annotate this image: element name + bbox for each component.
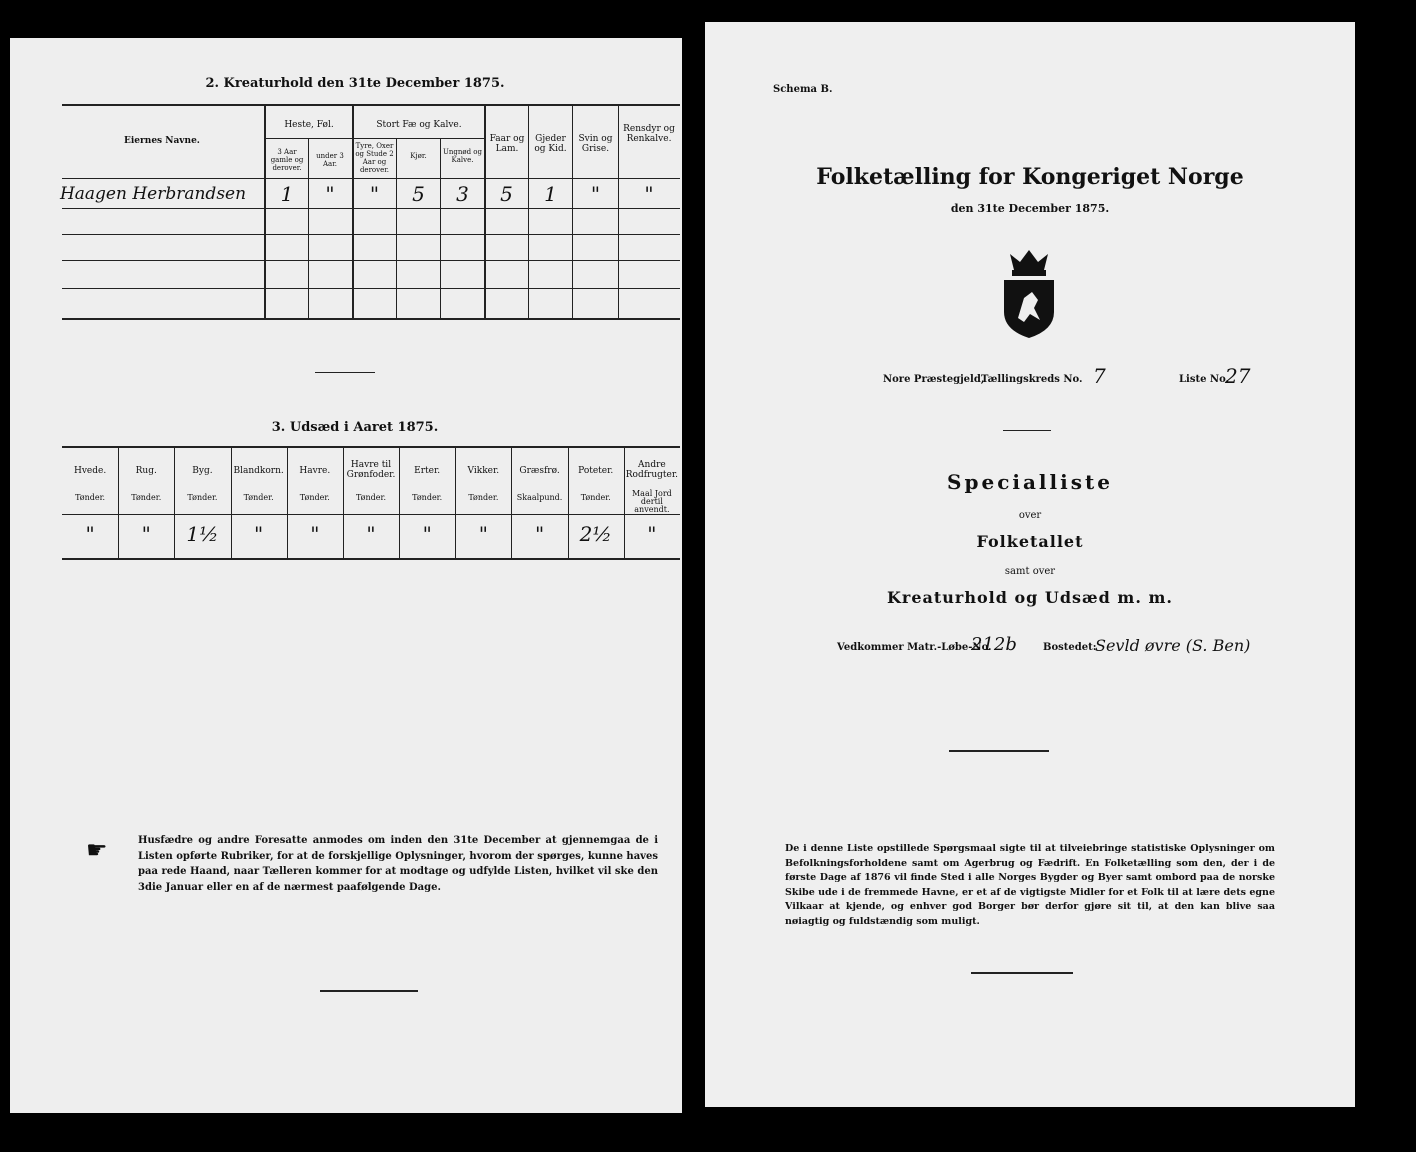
section3-title: 3. Udsæd i Aaret 1875. xyxy=(271,420,439,435)
crop-unit: Tønder. xyxy=(75,493,106,502)
crop-name: Byg. xyxy=(192,466,213,476)
crop-unit: Tønder. xyxy=(355,493,386,502)
heste-sub2: under 3 Aar. xyxy=(316,152,344,168)
crop-value: " xyxy=(254,522,264,546)
table-col-line xyxy=(440,138,441,318)
matr-label: Vedkommer Matr.-Løbe-No. xyxy=(837,642,992,653)
crop-name: Græsfrø. xyxy=(519,466,560,476)
crop-table-header-line xyxy=(62,514,680,515)
rensdyr-header: Rensdyr og Renkalve. xyxy=(623,124,675,144)
svin-value: " xyxy=(590,182,601,206)
crop-unit: Maal Jord dertil anvendt. xyxy=(631,489,672,514)
crop-name: Erter. xyxy=(414,466,441,476)
crop-value: " xyxy=(422,522,432,546)
crop-unit: Tønder. xyxy=(187,493,218,502)
stortfae-header: Stort Fæ og Kalve. xyxy=(376,120,462,130)
crop-value: " xyxy=(647,522,657,546)
gjeder-value: 1 xyxy=(544,182,557,206)
crop-table-top xyxy=(62,446,680,448)
liste-label: Liste No. xyxy=(1179,374,1230,385)
crop-name: Vikker. xyxy=(467,466,500,476)
table-subheader-line xyxy=(352,138,484,139)
owner-header: Eiernes Navne. xyxy=(124,136,200,146)
stortfae-sub2: Kjør. xyxy=(410,152,427,160)
crop-value: " xyxy=(310,522,320,546)
over-text: over xyxy=(1018,510,1042,521)
heste-header: Heste, Føl. xyxy=(284,120,334,130)
schema-label: Schema B. xyxy=(773,84,833,95)
main-title: Folketælling for Kongeriget Norge xyxy=(816,164,1244,190)
crop-name: Rug. xyxy=(135,466,157,476)
heste1-value: 1 xyxy=(280,182,294,206)
crop-table-bottom xyxy=(62,558,680,560)
crop-value: " xyxy=(478,522,488,546)
crop-name: Havre til Grønfoder. xyxy=(346,460,396,480)
rensdyr-value: " xyxy=(644,182,654,206)
crop-unit: Tønder. xyxy=(243,493,274,502)
ungnod-value: 3 xyxy=(456,182,469,206)
table-col-line xyxy=(264,104,266,318)
crop-unit: Tønder. xyxy=(468,493,499,502)
census-date: den 31te December 1875. xyxy=(950,202,1110,215)
crop-name: Blandkorn. xyxy=(233,466,284,476)
kreaturhold-title: Kreaturhold og Udsæd m. m. xyxy=(887,588,1173,607)
crop-value: " xyxy=(366,522,376,546)
faar-header: Faar og Lam. xyxy=(489,134,525,154)
crop-unit: Tønder. xyxy=(412,493,443,502)
crop-value: 1½ xyxy=(186,522,219,546)
section2-title: 2. Kreaturhold den 31te December 1875. xyxy=(205,76,505,91)
pointing-hand-icon: ☛ xyxy=(86,836,108,864)
kreds-value: 7 xyxy=(1093,364,1106,388)
table-row-line xyxy=(62,288,680,289)
bostedet-value: Sevld øvre (S. Ben) xyxy=(1095,636,1251,655)
crop-unit: Skaalpund. xyxy=(516,493,563,502)
bottom-separator xyxy=(320,990,418,992)
coat-of-arms-icon xyxy=(1000,248,1058,340)
left-page xyxy=(10,38,682,1113)
crop-value: " xyxy=(85,522,95,546)
separator xyxy=(1003,430,1051,431)
faar-value: 5 xyxy=(500,182,513,206)
matr-value: 212b xyxy=(971,634,1017,655)
crop-value: " xyxy=(141,522,151,546)
liste-value: 27 xyxy=(1225,364,1251,388)
svin-header: Svin og Grise. xyxy=(578,134,613,154)
crop-value: 2½ xyxy=(579,522,612,546)
kreds-label: Tællingskreds No. xyxy=(981,374,1083,385)
separator xyxy=(315,372,375,373)
crop-name: Poteter. xyxy=(578,466,614,476)
heste2-value: " xyxy=(325,182,335,206)
table-row-line xyxy=(62,234,680,235)
crop-name: Andre Rodfrugter. xyxy=(625,460,679,480)
stortfae-sub3: Ungnød og Kalve. xyxy=(442,148,482,164)
table-row-line xyxy=(62,260,680,261)
table-top-line xyxy=(62,104,680,106)
crop-name: Hvede. xyxy=(73,466,107,476)
table-row-line xyxy=(62,208,680,209)
owner-value: Haagen Herbrandsen xyxy=(59,184,247,204)
right-notice: De i denne Liste opstillede Spørgsmaal sigte til at tilveiebringe statistiske Oplysninger om Befolkningsforholdene samt om Agerbrug og Fædrift. En Folketælling som den, der i de første Dage af 1876 vil finde Sted i alle Norges Bygder og Byer samt ombord paa de norske Skibe ude i de fremmede Havne, er et af de vigtigste Midler for et Folk til at lære dets egne Vilkaar at kjende, og enhver god Borger bør derfor gjøre sit til, at den kan blive saa nøiagtig og fuldstændig som muligt. xyxy=(785,843,1275,927)
left-notice: Husfædre og andre Foresatte anmodes om inden den 31te December at gjennemgaa de i Listen opførte Rubriker, for at de forskjellige Oplysninger, hvorom der spørges, kunne haves paa rede Haand, naar Tælleren kommer for at modtage og udfylde Listen, hvilket vil ske den 3die Januar eller en af de nærmest paafølgende Dage. xyxy=(138,835,658,893)
samt-over-text: samt over xyxy=(1004,566,1056,577)
prestegjeld-label: Nore Præstegjeld, xyxy=(883,374,985,385)
table-col-line xyxy=(352,104,354,318)
crop-unit: Tønder. xyxy=(299,493,330,502)
specialliste-title: Specialliste xyxy=(947,470,1113,494)
table-bottom-line xyxy=(62,318,680,320)
heste-sub1: 3 Aar gamle og derover. xyxy=(270,148,304,172)
crop-unit: Tønder. xyxy=(580,493,611,502)
crop-name: Havre. xyxy=(299,466,331,476)
crop-value: " xyxy=(534,522,545,546)
table-col-line xyxy=(396,138,397,318)
folketallet-title: Folketallet xyxy=(976,532,1084,551)
crop-unit: Tønder. xyxy=(131,493,162,502)
gjeder-header: Gjeder og Kid. xyxy=(534,134,567,154)
right-page xyxy=(705,22,1355,1107)
kjor-value: 5 xyxy=(412,182,425,206)
bostedet-label: Bostedet: xyxy=(1043,642,1097,653)
stortfae-sub1: Tyre, Oxer og Stude 2 Aar og derover. xyxy=(355,142,394,174)
tyre-value: " xyxy=(369,182,380,206)
bottom-separator xyxy=(971,972,1073,974)
separator xyxy=(949,750,1049,752)
table-header-line xyxy=(62,178,680,179)
